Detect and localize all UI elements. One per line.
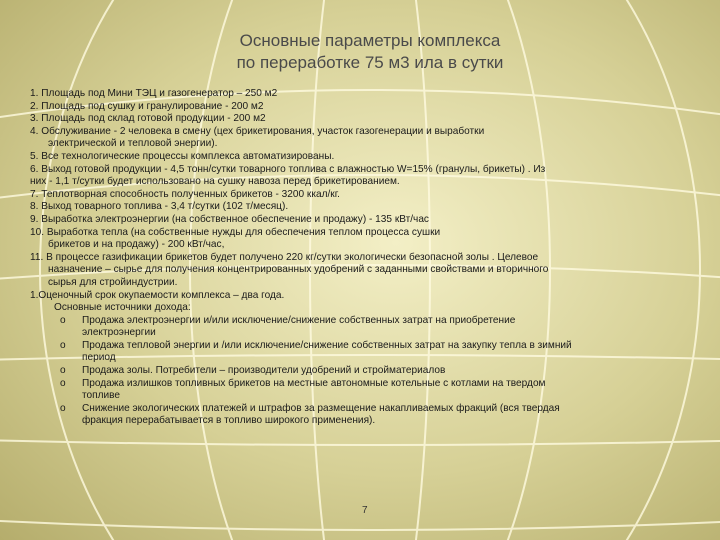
income-source-text: Продажа электроэнергии и/или исключение/снижение собственных затрат на приобретение bbox=[82, 314, 516, 326]
title-line-1: Основные параметры комплекса bbox=[239, 31, 501, 50]
income-source-text: Продажа излишков топливных брикетов на местные автономные котельные с котлами на твердом bbox=[82, 377, 546, 389]
list-item: 4. Обслуживание - 2 человека в смену (цех брикетирования, участок газогенерации и выработки bbox=[30, 125, 485, 137]
income-source-item bbox=[30, 378, 710, 403]
income-source-item bbox=[30, 365, 710, 378]
bullet-icon: o bbox=[60, 365, 66, 377]
bullet-icon: o bbox=[60, 339, 66, 351]
payback-line: 1.Оценочный срок окупаемости комплекса – два года. bbox=[30, 289, 285, 301]
income-source-continuation: фракция перерабатывается в топливо широкого применения). bbox=[82, 415, 376, 427]
bullet-icon: o bbox=[60, 402, 66, 414]
income-source-item bbox=[30, 340, 710, 365]
title-line-2: по переработке 75 м3 ила в сутки bbox=[236, 53, 504, 72]
list-item: 3. Площадь под склад готовой продукции - 200 м2 bbox=[30, 113, 266, 125]
list-item: 11. В процессе газификации брикетов будет получено 220 кг/сутки экологически безопасной золы . Целевое bbox=[30, 251, 539, 263]
list-item-continuation: сырья для стройиндустрии. bbox=[48, 276, 178, 288]
income-source-text: электроэнергии bbox=[82, 327, 156, 339]
page-number: 7 bbox=[362, 505, 368, 516]
list-item: 10. Выработка тепла (на собственные нужды для обеспечения теплом процесса сушки bbox=[30, 226, 441, 238]
list-item: 7. Теплотворная способность полученных брикетов - 3200 ккал/кг. bbox=[30, 188, 340, 200]
income-source-text: Продажа тепловой энергии и /или исключение/снижение собственных затрат на закупку тепла в зимний bbox=[82, 339, 572, 351]
list-item: 6. Выход готовой продукции - 4,5 тонн/сутки товарного топлива с влажностью W=15% (гранулы, брикеты) . Из bbox=[30, 163, 546, 175]
parameters-list bbox=[30, 88, 710, 428]
income-source-text: топливе bbox=[82, 390, 120, 402]
income-source-item bbox=[30, 403, 710, 416]
income-source-text: Снижение экологических платежей и штрафов за размещение накапливаемых фракций (вся твердая bbox=[82, 402, 560, 414]
list-item: 5. Все технологические процессы комплекса автоматизированы. bbox=[30, 150, 335, 162]
list-item: 9. Выработка электроэнергии (на собственное обеспечение и продажу) - 135 кВт/час bbox=[30, 213, 429, 225]
list-item: 1. Площадь под Мини ТЭЦ и газогенератор – 250 м2 bbox=[30, 88, 278, 99]
income-sources-heading: Основные источники дохода: bbox=[54, 302, 191, 314]
list-item-continuation: брикетов и на продажу) - 200 кВт/час, bbox=[48, 239, 225, 251]
list-item-continuation: электрической и тепловой энергии). bbox=[48, 138, 218, 150]
income-source-text: Продажа золы. Потребители – производители удобрений и стройматериалов bbox=[82, 365, 446, 377]
bullet-icon: o bbox=[60, 314, 66, 326]
list-item-continuation: назначение – сырье для получения концентрированных удобрений с заданными свойствами и вторичного bbox=[48, 264, 549, 276]
slide-title bbox=[100, 30, 640, 74]
income-source-text: период bbox=[82, 352, 116, 364]
list-item-continuation: них - 1,1 т/сутки будет использовано на сушку навоза перед брикетированием. bbox=[30, 176, 400, 188]
list-item: 2. Площадь под сушку и гранулирование - 200 м2 bbox=[30, 100, 264, 112]
income-source-item bbox=[30, 315, 710, 340]
bullet-icon: o bbox=[60, 377, 66, 389]
list-item: 8. Выход товарного топлива - 3,4 т/сутки (102 т/месяц). bbox=[30, 201, 289, 213]
